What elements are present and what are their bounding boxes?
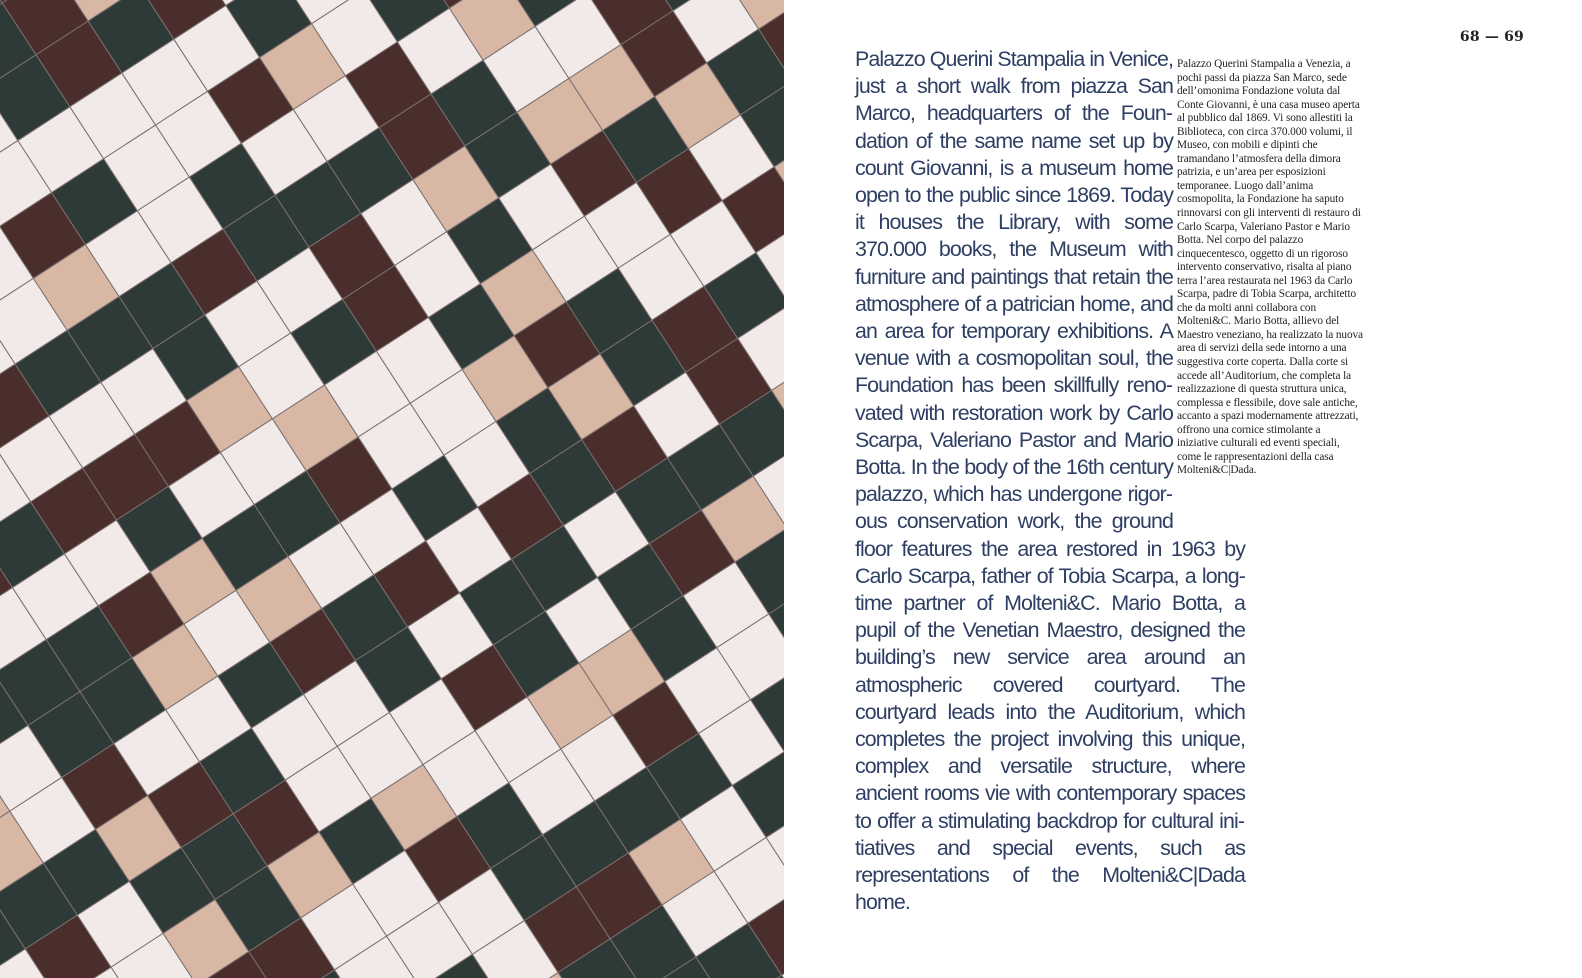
italian-body-text: Palazzo Querini Stampalia a Venezia, a pochi passi da piazza San Marco, sede dell’omonima Fondazione voluta dal Conte Giovanni, è una casa museo aperta al pubblico dal 1869. Vi sono allestiti la Biblioteca, con circa 370.000 volumi, il Museo, con mobili e dipinti che tramandano l’atmosfera della dimora patrizia, e un’area per esposizioni temporanee. Luogo dall’anima cosmopolita, la Fondazione ha saputo rinnovarsi con gli interventi di restauro di Carlo Scarpa, Valeriano Pastor e Mario Botta. Nel corpo del palazzo cinquecentesco, oggetto di un rigoroso intervento conservativo, risalta al piano terra l’area restaurata nel 1963 da Carlo Scarpa, padre di Tobia Scarpa, architetto che da molti anni collabora con Molteni&C. Mario Botta, allievo del Maestro veneziano, ha realizzato la nuova area di servizi della sede intorno a una suggestiva corte coperta. Dalla corte si accede all’Auditorium, che completa la realizzazione di questa struttura unica, complessa e flessibile, dove sale antiche, accanto a spazi modernamente attrezzati, offrono una cornice stimolante a iniziative culturali ed eventi speciali, come le rappresentazioni della casa Molteni&C|Dada. (1177, 58, 1363, 477)
tile-grid (0, 0, 784, 978)
page-numbers: 68 — 69 (1459, 29, 1524, 45)
marble-floor-photo (0, 0, 784, 978)
english-paragraph: Palazzo Querini Stampalia in Venice, just a short walk from piazza San Marco, headquarters of the Foundation of the same name set up by count Giovanni, is a museum home open to the public since 1869. Today it houses the Library, with some 370.000 books, the Museum with furniture and paintings that retain the atmosphere of a patrician home, and an area for temporary exhibitions. A venue with a cosmopolitan soul, the Foundation has been skillfully renovated with restoration work by Carlo Scarpa, Valeriano Pastor and Mario Botta. In the body of the 16th century palazzo, which has undergone rigorous conservation work, the ground floor features the area restored in 1963 by Carlo Scarpa, father of Tobia Scarpa, a long-time partner of Molteni&C. Mario Botta, a pupil of the Venetian Maestro, designed the building’s new service area around an atmospheric covered courtyard. The courtyard leads into the Auditorium, which completes the project involving this unique, complex and versatile structure, where ancient rooms vie with contemporary spaces to offer a stimulating backdrop for cultural initiatives and special events, such as representations of the Molteni&C|Dada home. (855, 47, 1245, 915)
tile-pattern (0, 0, 784, 978)
